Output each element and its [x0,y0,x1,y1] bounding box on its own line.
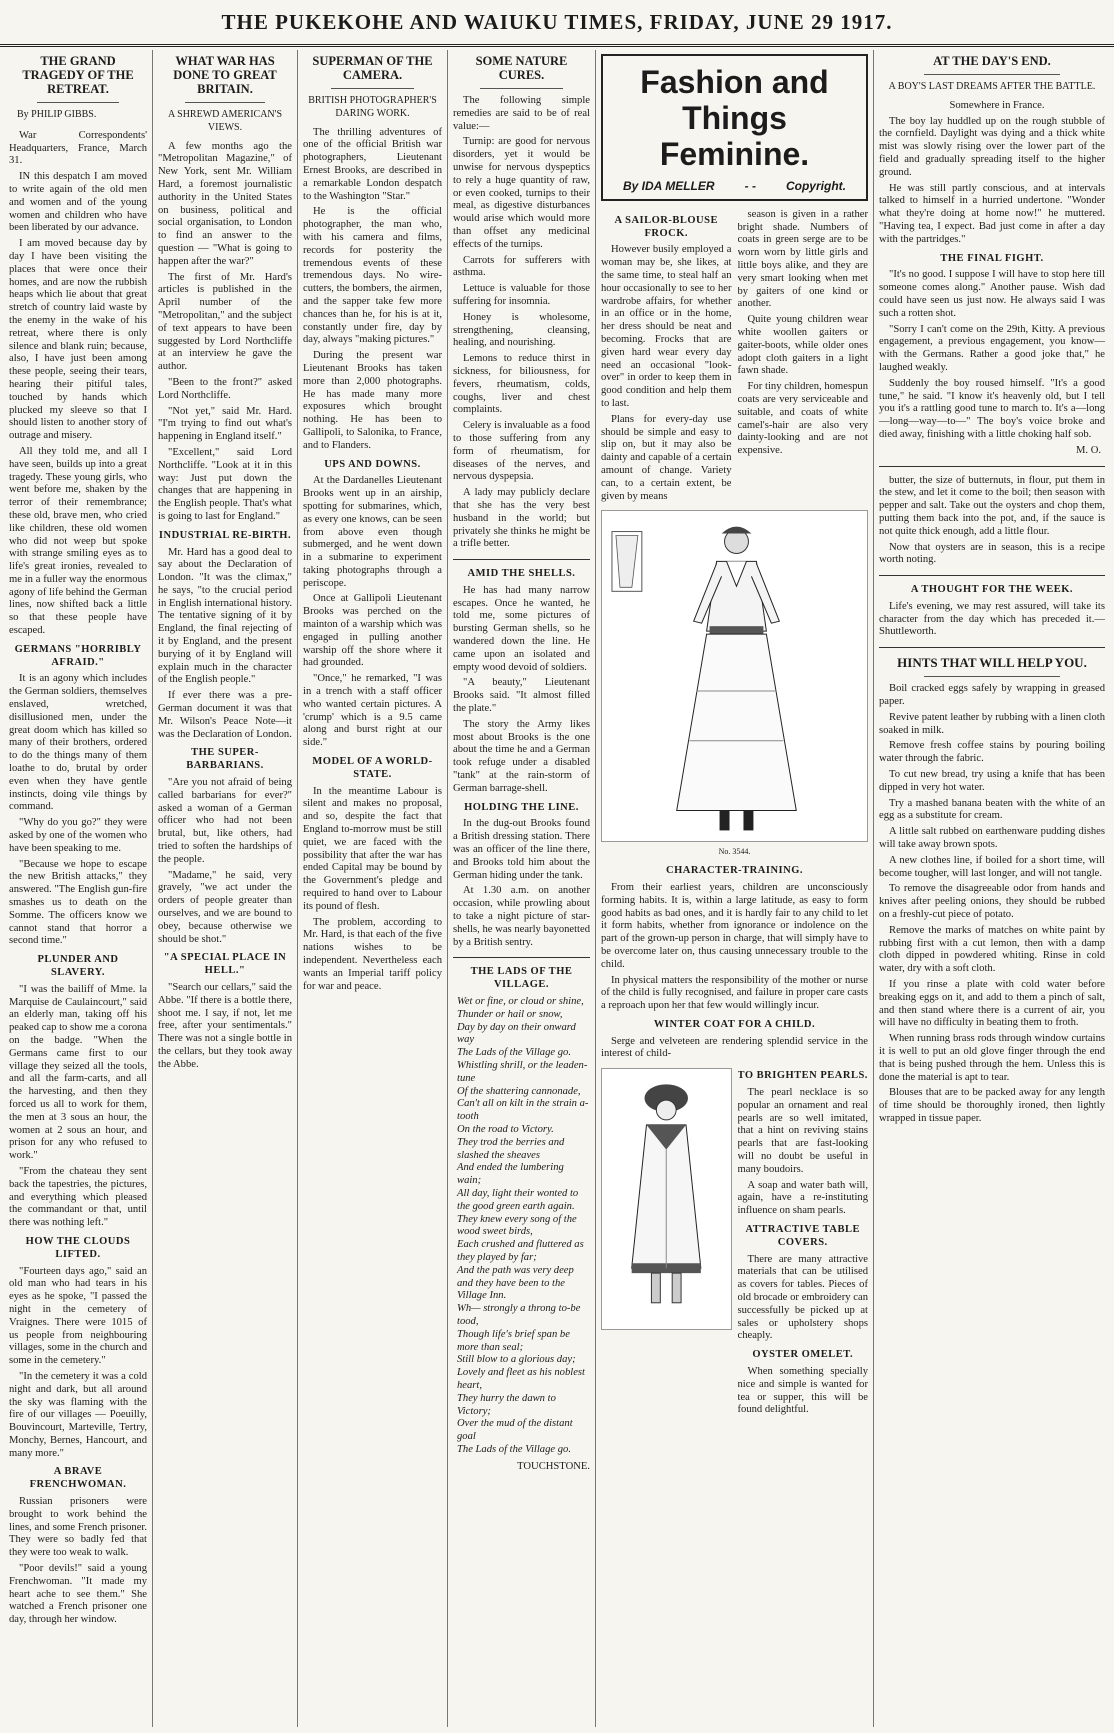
column-5-fashion [595,50,873,1727]
paragraph: For tiny children, homespun coats are very serviceable and suitable, and coats of white camel's-hair are also very dainty-looking and are not expensive. [737,381,868,457]
poem-line: They hurry the dawn to Victory; [457,1392,556,1417]
poem-line: Day by day on their onward way [457,1021,576,1046]
paragraph: The following simple remedies are said to be of real value:— [453,95,590,132]
paragraph: At 1.30 a.m. on another occasion, while prowling about to take a night picture of star-shells, he was nearly bayonetted by a British sentry. [453,885,590,948]
poem [453,996,590,1457]
fashion-lower-columns [601,1064,868,1420]
paragraph: It is an agony which includes the German soldiers, themselves enslaved, wretched, disillusioned men, under the great doom which has killed so many of their brothers, ordered to do the things many of them loathe to do, brutal by order even when they have gentle instincts, doing vile things by command. [9,673,147,813]
fashion-columns [601,209,868,507]
paragraph: IN this despatch I am moved to write again of the old men and women and of the young women and children who have been liberated by our advance. [9,171,147,234]
poem-line: Over the mud of the distant goal [457,1418,573,1443]
paragraph: Mr. Hard has a good deal to say about the Declaration of London. "It was the climax," he says, "to the crucial period in English international history. The tentative signing of it by England, the final rejecting of it by England, and the present burying of it by England will explain much in the character of the English people." [158,546,292,686]
paragraph: In physical matters the responsibility of the mother or nurse of the child is fully recognised, and failure in proper care casts a reproach upon her that few would willingly incur. [601,974,868,1012]
hint: A new clothes line, if boiled for a short time, will become tougher, will last longer, and will not tangle. [879,854,1105,879]
subheading: TO BRIGHTEN PEARLS. [737,1070,868,1082]
paragraph: Honey is wholesome, strengthening, cleansing, healing, and nourishing. [453,311,590,349]
paragraph: "Because we hope to escape the new British attacks," they answered. "The English gun-fire smashes us to death on the Somme. The officers know we cannot stand that horror a second time." [9,858,147,947]
subheading: THE SUPER-BARBARIANS. [186,747,264,772]
subheading: UPS AND DOWNS. [324,458,421,470]
subheading: AMID THE SHELLS. [467,568,576,580]
poem-line: Wh— strongly a throng to-be tood, [457,1303,581,1327]
signoff: TOUCHSTONE. [517,1460,590,1472]
poem-line: Of the shattering cannonade, [457,1085,581,1097]
paragraph: When something specially nice and simple is wanted for tea or supper, this will be found delightful. [737,1366,868,1416]
column-6 [873,50,1110,1727]
paragraph: "Not yet," said Mr. Hard. "I'm trying to find out what's happening in England itself." [158,405,292,443]
paragraph: "A beauty," Lieutenant Brooks said. "It almost filled the plate." [453,677,590,715]
hint: Try a mashed banana beaten with the white of an egg as a substitute for cream. [879,797,1105,822]
column-3 [297,50,447,1727]
fashion-header-box [601,54,868,201]
subheading: "A SPECIAL PLACE IN HELL." [163,952,287,977]
headline-what-war-has-done: WHAT WAR HAS DONE TO GREAT BRITAIN. [173,54,277,96]
paragraph: Lemons to reduce thirst in sickness, for biliousness, for fevers, rheumatism, colds, coughs, liver and chest complaints. [453,353,590,416]
paragraph: "Fourteen days ago," said an old man who had tears in his eyes as he spoke, "I passed the night in the cemetery of Vraignes. There were 1015 of us people from neighbouring villages, some in the church and some in the cemetery." [9,1265,147,1367]
paragraph: "Why do you go?" they were asked by one of the women who have been speaking to me. [9,817,147,854]
paragraph: I am moved because day by day I have been visiting the places that were once their homes, and are now the rubbish heaps which lie about that great stretch of country laid waste by the enemy in the wake of his retreat, where there is only silence and blank ruin; because, also, I have just been among these people, seeing their tears, hearing their pitiful tales, touched by hands which plucked my sleeve so that I should listen to another story of outrage and misery. [9,238,147,442]
subheading: HOW THE CLOUDS LIFTED. [25,1235,131,1260]
paragraph: However busily employed a woman may be, she likes, at the same time, to steal half an hour occasionally to see to her wardrobe affairs, for whether in an office or in the home, her dress should be neat and becoming. Frocks that are given hard wear every day need an occasional "look-over" in order to keep them in good condition and help them to last. [601,244,732,409]
paragraph: The story the Army likes most about Brooks is the one about the time he and a German took refuge under a disabled "tank" at the rain-storm of German barrage-shell. [453,718,590,794]
winter-coat-illustration [601,1068,732,1330]
fashion-lower-right-column [738,1064,869,1420]
hint: To cut new bread, try using a knife that has been dipped in very hot water. [879,769,1105,793]
paragraph: He is the official photographer, the man who, with his camera and films, records for posterity the tremendous events of these tremendous days. No wire-cutters, the bombers, the airmen, and the sapper take few more chances than he, for his is at it, constantly under fire, day by day, always "making pictures." [303,206,442,346]
paragraph: Lettuce is valuable for those suffering for insomnia. [453,283,590,307]
dateline: War Correspondents' Headquarters, France, March 31. [9,129,147,167]
paragraph: "Excellent," said Lord Northcliffe. "Look at it in this way: Just put down the changes that are happening in the English people. That's what is going to last for England." [158,446,292,522]
paragraph: The first of Mr. Hard's articles is published in the April number of the "Metropolitan," and the subject of text appears to have been suggested by Lord Northcliffe at an interview he gave the author. [158,271,292,373]
paragraph: Celery is invaluable as a food to those suffering from any form of rheumatism, for diseases of the nerves, and nervous dyspepsia. [453,420,590,483]
subheading: THE FINAL FIGHT. [940,252,1044,264]
newspaper-title: THE PUKEKOHE AND WAIUKU TIMES, FRIDAY, JUNE 29 1917. [221,10,893,34]
subheadline: BRITISH PHOTOGRAPHER'S DARING WORK. [308,95,437,119]
paragraph: A lady may publicly declare that she has the very best husband in the world; but privately she thinks he might be a trifle better. [453,487,590,550]
winter-coat-illustration-column [601,1064,732,1420]
paragraph: "Sorry I can't come on the 29th, Kitty. A previous engagement, a previous engagement, you know— with the Germans. Rather a good joke that," he laughed weakly. [879,323,1105,373]
poem-line: Can't all on kilt in the strain a-tooth [457,1098,589,1123]
child-coat-figure-icon [602,1069,731,1329]
column-2 [152,50,297,1727]
fashion-author: By IDA MELLER [623,179,715,193]
paragraph: Quite young children wear white woollen gaiters or gaiter-boots, while older ones adopt cloth gaiters in a light fawn shade. [737,314,868,377]
paragraph: The boy lay huddled up on the rough stubble of the cornfield. Daylight was dying and a thick white mist was slowly rising over the lower part of the field and gradually spreading itself to the higher ground. [879,115,1105,178]
paragraph: Carrots for sufferers with asthma. [453,254,590,279]
subheading: INDUSTRIAL RE-BIRTH. [158,529,292,541]
hint: To remove the disagreeable odor from hands and knives after peeling onions, they should be rubbed on a freshly-cut piece of potato. [879,883,1105,921]
paragraph: "From the chateau they sent back the tapestries, the pictures, and everything which pleased the commandant or that, until there was nothing left." [9,1165,147,1229]
subheading: GERMANS "HORRIBLY AFRAID." [14,643,142,668]
poem-line: They trod the berries and slashed the sheaves [457,1136,565,1161]
headline-hints: HINTS THAT WILL HELP YOU. [897,655,1087,671]
paragraph: Once at Gallipoli Lieutenant Brooks was perched on the mainton of a warship which was engaged in pulling another warship off the shore where it had grounded. [303,593,442,669]
fashion-title-line1: Fashion and Things [640,64,829,136]
paragraph: Suddenly the boy roused himself. "It's a good tune," he said. "I know it's heavenly old, but I tell you it's a rattling good tune to march to. It's a—long—long—way—to—" The boy's voice broke and died away, finishing with a little choking half sob. [879,377,1105,440]
headline-some-nature-cures: SOME NATURE CURES. [475,54,568,82]
hint: Remove the marks of matches on white paint by rubbing first with a cut lemon, then with a damp cloth dipped in powdered whiting. Rinse in cold water, dry with a soft cloth. [879,924,1105,975]
subheading: ATTRACTIVE TABLE COVERS. [745,1224,860,1248]
paragraph: Plans for every-day use should be simple and easy to slip on, but it may also be dainty and capable of a certain amount of change. Variety can, to a certain extent, be given by means [601,413,732,502]
paragraph: If ever there was a pre-German document it was that Mr. Wilson's Peace Note—it was the Declaration of London. [158,690,292,740]
subheading: A SAILOR-BLOUSE FROCK. [614,214,718,239]
paragraph: season is given in a rather bright shade. Numbers of coats in green serge are to be worn worn by little girls and little boys alike, and they are very smart looking when met by gaiters of one kind or another. [737,208,868,310]
paragraph: There are many attractive materials that can be utilised as covers for tables. Pieces of old brocade or embroidery can successfully be picked up at sales or upholstery shops cheaply. [737,1253,868,1342]
paragraph: All they told me, and all I have seen, builds up into a great tragedy. These young girls, who went before me, shaken by the terror of their remembrance; these old, brave men, who cried like children, these old women who did not weep but spoke with strange smiling eyes as to life's great ironies, revealed to me in a fuller way the enormous agony of life behind the German lines, now shifted back a little so that these people have escaped. [9,445,147,637]
dress-figure-icon [602,511,867,841]
masthead [0,0,1114,47]
paragraph: Serge and velveteen are rendering splendid service in the interest of child- [601,1035,868,1060]
poem-line: Wet or fine, or cloud or shine, [457,996,584,1007]
headline-superman-of-the-camera: SUPERMAN OF THE CAMERA. [312,54,433,82]
paragraph: "I was the bailiff of Mme. la Marquise de Caulaincourt," said an elderly man, taking off his peaked cap to show me a corona on the badge. "When the Germans came first to our village they seized all the tools, and all the farm-carts, and all the harvesting, and then they forced us all to work for them, the men at 3 sous an hour, the women at 2 sous an hour, and prison for any who refused to work." [9,983,147,1162]
subheading: MODEL OF A WORLD-STATE. [312,756,433,780]
paragraph: "Are you not afraid of being called barbarians for ever?" asked a woman of a German officer who had not been brutal, but, like others, had tried to soften the hardships of the people. [158,777,292,865]
paragraph: The thrilling adventures of one of the official British war photographers, Lieutenant Ernest Brooks, are described in a remarkable London despatch to the Washington "Star." [303,126,442,202]
subheading: HOLDING THE LINE. [464,801,579,813]
poem-line: All day, light their wonted to the good green earth again. [457,1187,579,1212]
paragraph: A soap and water bath will, again, have a re-instituting influence on sham pearls. [737,1179,868,1217]
fashion-title-line2: Feminine. [659,136,810,172]
hint: Remove fresh coffee stains by pouring boiling water through the fabric. [879,740,1105,765]
hint: If you rinse a plate with cold water before breaking eggs on it, and add to them a pinch of salt, and then stand where there is a current of air, you will have no difficulty in beating them to froth. [879,979,1105,1029]
fashion-copyright: Copyright. [785,179,846,193]
paragraph: The problem, according to Mr. Hard, is that each of the five nations wishes to be independent. Nevertheless each wants an Imperial tariff policy for war and peace. [303,916,442,992]
hint: Revive patent leather by rubbing with a linen cloth soaked in milk. [879,711,1105,736]
subheading: PLUNDER AND SLAVERY. [37,954,119,978]
poem-line: Each crushed and fluttered as they played by far; [457,1239,584,1263]
poem-line: The Lads of the Village go. [457,1047,571,1059]
paragraph: "Been to the front?" asked Lord Northcliffe. [158,376,292,401]
hint: A little salt rubbed on earthenware pudding dishes will take away brown spots. [879,826,1105,851]
subheading: OYSTER OMELET. [752,1349,854,1361]
signoff: M. O. [1075,444,1101,456]
poem-line: They knew every song of the wood sweet birds, [457,1213,577,1238]
fashion-byline-dash: - - [744,179,756,193]
paragraph: butter, the size of butternuts, in flour, put them in the stew, and let it come to the boil; then season with pepper and salt. Take out the oysters and chop them, putting them back into the pot, and, if the sauce is not quite thick enough, add a little flour. [879,474,1105,537]
paragraph: "It's no good. I suppose I will have to stop here till someone comes along." Another pause. Wish dad could have seen us just now. He always said I was such a rotten shot. [879,269,1105,319]
paragraph: He has had many narrow escapes. Once he wanted, he told me, some pictures of bursting German shells, so he wandered down the line. He came upon an isolated and empty wood devoid of soldiers. [453,584,590,673]
subheadline: A BOY'S LAST DREAMS AFTER THE BATTLE. [888,81,1096,92]
subheading: A THOUGHT FOR THE WEEK. [910,584,1074,596]
column-4 [447,50,595,1727]
poem-line: Lovely and fleet as his noblest heart, [457,1367,585,1391]
paragraph: "In the cemetery it was a cold night and dark, but all around the sky was flaming with the fire of our villages — Poeuilly, Bouvincourt, Marteville, Tertry, Monchy, Bernes, Hancourt, and many more." [9,1370,147,1459]
paragraph: The pearl necklace is so popular an ornament and real pearls are so well imitated, that a hint on reviving stains pearls that are fast-looking will no doubt be useful in many boudoirs. [737,1087,868,1175]
column-1 [4,50,152,1727]
paragraph: In the dug-out Brooks found a British dressing station. There was an officer of the line there, and Brooks told him about the German hiding under the tank. [453,818,590,881]
poem-line: On the road to Victory. [457,1123,554,1135]
fashion-left-column [601,209,732,507]
subheading: THE LADS OF THE VILLAGE. [470,966,573,991]
subheadline: A SHREWD AMERICAN'S VIEWS. [167,109,283,133]
paragraph: A few months ago the "Metropolitan Magazine," of New York, sent Mr. William Hard, a foremost journalistic authority in the United States on business, political and social organisation, to London to find an answer to the question — "What is going to happen after the war?" [158,140,292,267]
fashion-byline [609,180,860,193]
poem-line: And ended the lumbering wain; [457,1162,564,1187]
byline: By PHILIP GIBBS. [17,109,97,120]
fashion-right-column [738,209,869,507]
hint: Blouses that are to be packed away for any length of time should be thoroughly ironed, then lightly wrapped in tissue paper. [879,1087,1105,1124]
paragraph: During the present war Lieutenant Brooks has taken more than 2,000 photographs. He has made many more exposures which brought nothing. He has been to Gallipoli, to Salonika, to France, and to Flanders. [303,350,442,451]
subheading: WINTER COAT FOR A CHILD. [653,1018,816,1030]
poem-line: And the path was very deep and they have been to the Village Inn. [457,1264,574,1302]
paragraph: "Poor devils!" said a young Frenchwoman. "It made my heart ache to see them." She watched a French prisoner one day, through her window. [9,1563,147,1626]
paragraph: From their earliest years, children are unconsciously forming habits. It is, within a large latitude, as easy to form good habits as bad ones, and it is hardly fair to any child to let it form habits, whether from ignorance or indolence on the part of the grown-up person in charge, that will simply have to be overcome later on, thus causing unnecessary trouble to the child. [601,881,868,970]
headline-grand-tragedy: THE GRAND TRAGEDY OF THE RETREAT. [22,54,134,96]
poem-line: Whistling shrill, or the leaden-tune [457,1059,588,1084]
poem-line: Still blow to a glorious day; [457,1354,576,1366]
subheading: CHARACTER-TRAINING. [666,865,803,877]
paragraph: He was still partly conscious, and at intervals talked to himself in a hurried undertone. "Wonder what they're doing at home now!" he muttered. "Having tea, I expect. Bad just come in after a day with the partridges." [879,182,1105,245]
hint: Boil cracked eggs safely by wrapping in greased paper. [879,683,1105,708]
paragraph: "Search our cellars," said the Abbe. "If there is a bottle there, shoot me. I say, if not, let me free, after your sentimentals." There was not a single bottle in the cellars, but they took away the Abbe. [158,982,292,1070]
sailor-blouse-frock-illustration [601,510,868,842]
hint: When running brass rods through window curtains it is well to put an old glove finger through the end that is being pushed through the hem. Unless this is done the material is apt to tear. [879,1033,1105,1083]
poem-line: The Lads of the Village go. [457,1443,571,1455]
paragraph: In the meantime Labour is silent and makes no proposal, and so, despite the fact that England to-morrow must be still quiet, we are faced with the possibility that after the war has ended Capital may be bound by the Government's pledge and required to hand over to Labour its pound of flesh. [303,785,442,912]
paragraph: Now that oysters are in season, this is a recipe worth noting. [879,541,1105,566]
poem-line: Thunder or hail or snow, [457,1008,563,1020]
paragraph: Turnip: are good for nervous disorders, yet it would be unwise for nervous dyspeptics to rely a huge quantity of raw, or even cooked, turnips to their meal, as digestive disturbances would arise which would more than offset any medicinal effects of the turnips. [453,136,590,250]
poem-line: Though life's brief span be more than seal; [457,1328,570,1353]
paragraph: Russian prisoners were brought to work behind the lines, and some French prisoner. They were so badly fed that they were too weak to walk. [9,1496,147,1559]
paragraph: Somewhere in France. [949,99,1045,111]
paragraph: "Madame," he said, very gravely, "we act under the orders of people greater than ourselves, and we are bound to obey, because otherwise we should be shot." [158,869,292,945]
paragraph: At the Dardanelles Lieutenant Brooks went up in an airship, spotting for submarines, which, as every one knows, can be seen from above even though submerged, and he went down in a submarine to experiment taking photographs through a periscope. [303,475,442,589]
headline-at-the-days-end: AT THE DAY'S END. [933,54,1051,68]
paragraph: Life's evening, we may rest assured, will take its character from the day which has preceded it.—Shuttleworth. [879,600,1105,638]
illustration-caption: No. 3544. [718,847,751,857]
paragraph: "Once," he remarked, "I was in a trench with a staff officer who wanted certain pictures. A 'crump' which is a 9.5 came along and burst right at our side." [303,673,442,749]
subheading: A BRAVE FRENCHWOMAN. [29,1466,127,1491]
